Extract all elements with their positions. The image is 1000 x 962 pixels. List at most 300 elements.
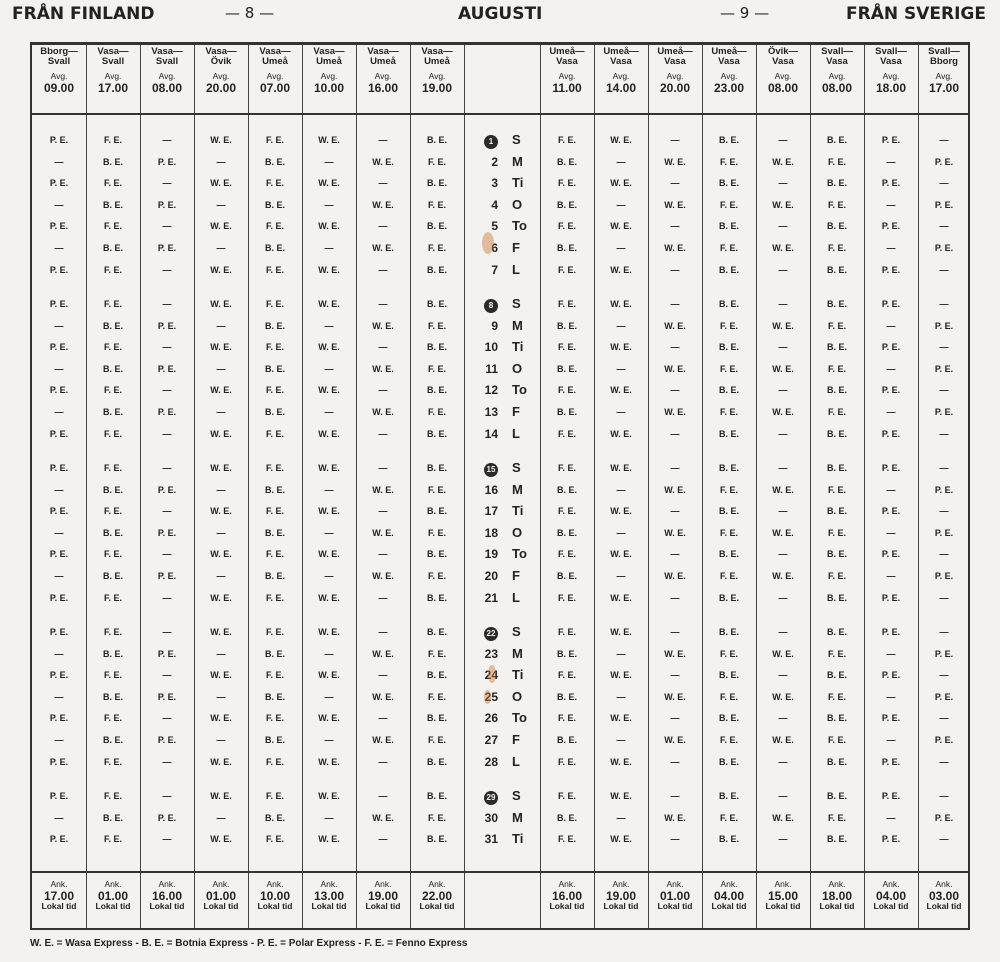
train-cell: F. E. [103, 385, 122, 396]
train-cell: B. E. [826, 627, 847, 637]
weekday-label: O [512, 360, 523, 376]
train-cell: P. E. [934, 691, 954, 702]
train-cell: F. E. [265, 713, 284, 724]
train-cell: B. E. [426, 428, 447, 439]
train-cell: B. E. [556, 648, 577, 659]
train-cell: — [886, 812, 896, 823]
train-cell: F. E. [103, 713, 122, 724]
train-cell: F. E. [827, 156, 846, 167]
train-cell: B. E. [718, 135, 739, 145]
departure-label: Avg. [774, 71, 792, 81]
arrival-time: 04.00 [875, 889, 907, 903]
train-cell: — [216, 484, 226, 495]
weekday-label: L [512, 589, 520, 605]
train-cell: — [378, 178, 388, 189]
day-number: 16 [484, 482, 498, 497]
train-cell: P. E. [881, 670, 901, 681]
train-cell: F. E. [557, 592, 576, 603]
train-cell: F. E. [265, 264, 284, 275]
train-cell: — [162, 713, 172, 724]
train-cell: P. E. [881, 592, 901, 603]
train-cell: B. E. [718, 713, 739, 724]
arrival-footer-left-2 [140, 879, 194, 911]
column-divider [464, 45, 465, 928]
route-name: Umeå— Vasa [603, 46, 639, 67]
train-cell: — [670, 592, 680, 603]
train-cell: F. E. [103, 627, 122, 637]
train-cell: P. E. [881, 221, 901, 232]
weekday-label: Ti [512, 339, 524, 355]
arrival-time: 15.00 [767, 889, 799, 903]
train-cell: B. E. [102, 648, 123, 659]
train-cell: — [216, 571, 226, 581]
header-divider [32, 113, 968, 115]
local-time-label: Lokal tid [819, 901, 855, 911]
train-cell: — [378, 264, 388, 275]
train-cell: P. E. [157, 648, 177, 659]
train-cell: P. E. [157, 199, 177, 210]
train-cell: W. E. [664, 648, 686, 659]
train-cell: B. E. [556, 735, 577, 745]
train-cell: — [778, 713, 788, 724]
weekday-label: Ti [512, 175, 524, 191]
route-name: Vasa— Umeå [259, 46, 291, 67]
departure-time: 10.00 [313, 81, 345, 95]
train-cell: P. E. [49, 670, 69, 681]
train-cell: F. E. [719, 527, 738, 538]
train-cell: B. E. [102, 735, 123, 745]
day-number: 31 [484, 832, 498, 847]
departure-label: Avg. [720, 71, 738, 81]
day-number: 28 [484, 754, 498, 769]
train-cell: W. E. [318, 299, 340, 309]
train-cell: — [162, 549, 172, 560]
train-cell: B. E. [264, 320, 285, 331]
day-number: 14 [484, 426, 498, 441]
train-cell: P. E. [157, 691, 177, 702]
train-cell: F. E. [103, 592, 122, 603]
train-cell: F. E. [719, 407, 738, 417]
train-cell: B. E. [426, 670, 447, 681]
train-cell: W. E. [610, 506, 632, 517]
arrival-time: 04.00 [713, 889, 745, 903]
local-time-label: Lokal tid [419, 901, 455, 911]
train-cell: B. E. [426, 221, 447, 232]
train-cell: W. E. [610, 135, 632, 145]
train-cell: W. E. [664, 735, 686, 745]
train-cell: — [378, 342, 388, 353]
train-cell: B. E. [718, 592, 739, 603]
month-title: AUGUSTI [458, 4, 543, 24]
title-from-sweden: FRÅN SVERIGE [846, 4, 987, 24]
day-number: 10 [484, 340, 498, 355]
train-cell: F. E. [103, 549, 122, 560]
weekday-label: M [512, 153, 523, 169]
train-cell: W. E. [210, 506, 232, 517]
train-cell: W. E. [772, 156, 794, 167]
departure-time: 09.00 [43, 81, 75, 95]
train-cell: F. E. [557, 506, 576, 517]
train-cell: — [54, 320, 64, 331]
train-cell: — [939, 221, 949, 232]
train-cell: P. E. [49, 791, 69, 801]
legend-sep: - [358, 938, 362, 949]
arrival-footer-right-1 [594, 879, 648, 911]
train-cell: F. E. [557, 428, 576, 439]
train-cell: — [939, 178, 949, 189]
train-cell: W. E. [610, 428, 632, 439]
train-cell: W. E. [772, 320, 794, 331]
train-cell: W. E. [664, 484, 686, 495]
train-cell: P. E. [157, 527, 177, 538]
sunday-circle-icon: 8 [484, 299, 498, 313]
train-cell: P. E. [49, 385, 69, 396]
train-cell: — [54, 812, 64, 823]
train-cell: F. E. [427, 571, 446, 581]
legend [30, 938, 467, 949]
day-number: 3 [491, 176, 498, 191]
legend-sep: - [250, 938, 255, 949]
train-cell: — [616, 156, 626, 167]
train-cell: F. E. [827, 527, 846, 538]
train-cell: F. E. [265, 385, 284, 396]
train-cell: — [939, 627, 949, 637]
train-cell: W. E. [318, 428, 340, 439]
train-cell: W. E. [610, 592, 632, 603]
train-cell: F. E. [719, 571, 738, 581]
train-cell: F. E. [265, 506, 284, 517]
train-cell: P. E. [881, 428, 901, 439]
train-cell: P. E. [157, 363, 177, 374]
weekday-label: To [512, 218, 527, 234]
departure-label: Avg. [266, 71, 284, 81]
train-cell: B. E. [718, 221, 739, 232]
train-cell: F. E. [265, 627, 284, 637]
legend-wasa: W. E. = Wasa Express [30, 938, 133, 949]
train-cell: F. E. [827, 812, 846, 823]
train-cell: P. E. [157, 484, 177, 495]
train-cell: B. E. [426, 463, 447, 473]
train-cell: — [778, 264, 788, 275]
train-cell: B. E. [826, 463, 847, 473]
train-cell: P. E. [157, 812, 177, 823]
train-cell: B. E. [426, 627, 447, 637]
route-name: Umeå— Vasa [657, 46, 693, 67]
arrival-label: Ank. [374, 879, 392, 889]
weekday-label: Ti [512, 667, 524, 683]
train-cell: P. E. [49, 834, 69, 845]
sunday-circle-icon: 1 [484, 135, 498, 149]
route-header-right-4 [756, 47, 810, 93]
train-cell: W. E. [318, 791, 340, 801]
train-cell: F. E. [557, 342, 576, 353]
train-cell: — [378, 221, 388, 232]
train-cell: — [378, 756, 388, 767]
day-number [472, 132, 498, 148]
train-cell: — [216, 363, 226, 374]
train-cell: W. E. [318, 506, 340, 517]
train-cell: — [886, 648, 896, 659]
train-cell: B. E. [264, 812, 285, 823]
departure-label: Avg. [158, 71, 176, 81]
train-cell: — [324, 156, 334, 167]
weekday-label: L [512, 261, 520, 277]
train-cell: B. E. [826, 135, 847, 145]
train-cell: W. E. [772, 484, 794, 495]
train-cell: W. E. [210, 342, 232, 353]
train-cell: B. E. [264, 527, 285, 538]
train-cell: P. E. [157, 243, 177, 253]
train-cell: — [886, 484, 896, 495]
train-cell: P. E. [157, 320, 177, 331]
train-cell: B. E. [102, 407, 123, 417]
train-cell: W. E. [772, 407, 794, 417]
train-cell: P. E. [934, 484, 954, 495]
train-cell: F. E. [827, 243, 846, 253]
departure-label: Avg. [212, 71, 230, 81]
train-cell: — [324, 527, 334, 538]
train-cell: W. E. [664, 812, 686, 823]
train-cell: — [778, 342, 788, 353]
train-cell: B. E. [426, 549, 447, 560]
train-cell: F. E. [557, 178, 576, 189]
route-header-right-5 [810, 47, 864, 93]
train-cell: W. E. [610, 299, 632, 309]
train-cell: P. E. [881, 178, 901, 189]
train-cell: F. E. [827, 363, 846, 374]
train-cell: F. E. [427, 363, 446, 374]
legend-polar: P. E. = Polar Express [256, 938, 356, 949]
arrival-label: Ank. [558, 879, 576, 889]
arrival-time: 16.00 [551, 889, 583, 903]
train-cell: — [778, 506, 788, 517]
train-cell: F. E. [719, 812, 738, 823]
train-cell: W. E. [318, 178, 340, 189]
train-cell: W. E. [610, 713, 632, 724]
train-cell: W. E. [210, 299, 232, 309]
route-name: Vasa— Övik [205, 46, 237, 67]
train-cell: — [616, 527, 626, 538]
train-cell: — [324, 243, 334, 253]
weekday-label: S [512, 460, 521, 475]
arrival-label: Ank. [882, 879, 900, 889]
train-cell: F. E. [265, 549, 284, 560]
train-cell: — [670, 299, 680, 309]
train-cell: B. E. [718, 342, 739, 353]
train-cell: — [670, 670, 680, 681]
departure-time: 20.00 [205, 81, 237, 95]
train-cell: — [778, 463, 788, 473]
train-cell: — [670, 549, 680, 560]
departure-label: Avg. [612, 71, 630, 81]
train-cell: — [886, 156, 896, 167]
train-cell: W. E. [318, 264, 340, 275]
train-cell: — [939, 428, 949, 439]
train-cell: — [670, 385, 680, 396]
train-cell: B. E. [102, 320, 123, 331]
train-cell: W. E. [210, 756, 232, 767]
train-cell: — [162, 834, 172, 845]
arrival-footer-right-3 [702, 879, 756, 911]
weekday-label: To [512, 710, 527, 726]
weekday-label: L [512, 753, 520, 769]
train-cell: — [162, 506, 172, 517]
train-cell: P. E. [881, 713, 901, 724]
departure-label: Avg. [320, 71, 338, 81]
day-number [472, 296, 498, 312]
train-cell: — [378, 299, 388, 309]
train-cell: — [324, 735, 334, 745]
departure-time: 08.00 [151, 81, 183, 95]
train-cell: F. E. [557, 221, 576, 232]
day-number: 11 [485, 361, 498, 376]
train-cell: F. E. [557, 264, 576, 275]
train-cell: — [324, 320, 334, 331]
arrival-label: Ank. [212, 879, 230, 889]
route-name: Vasa— Svall [151, 46, 183, 67]
day-number: 25 [484, 689, 498, 704]
train-cell: — [54, 735, 64, 745]
train-cell: — [886, 735, 896, 745]
train-cell: F. E. [557, 549, 576, 560]
train-cell: — [324, 199, 334, 210]
arrival-label: Ank. [828, 879, 846, 889]
train-cell: — [670, 221, 680, 232]
route-name: Övik— Vasa [767, 46, 799, 67]
local-time-label: Lokal tid [311, 901, 347, 911]
departure-label: Avg. [882, 71, 900, 81]
train-cell: B. E. [102, 199, 123, 210]
departure-time: 17.00 [97, 81, 129, 95]
day-number: 20 [484, 569, 498, 583]
train-cell: — [162, 756, 172, 767]
weekday-label: F [512, 240, 520, 255]
train-cell: B. E. [556, 156, 577, 167]
train-cell: F. E. [719, 363, 738, 374]
train-cell: P. E. [881, 834, 901, 845]
weekday-label: S [512, 624, 521, 639]
arrival-time: 10.00 [259, 889, 291, 903]
day-number: 23 [484, 646, 498, 661]
weekday-label: M [512, 317, 523, 333]
train-cell: B. E. [718, 299, 739, 309]
train-cell: P. E. [49, 264, 69, 275]
departure-time: 18.00 [875, 81, 907, 95]
train-cell: F. E. [557, 713, 576, 724]
train-cell: — [778, 791, 788, 801]
train-cell: — [324, 484, 334, 495]
train-cell: W. E. [772, 691, 794, 702]
departure-label: Avg. [374, 71, 392, 81]
footer-divider [32, 871, 968, 873]
train-cell: P. E. [49, 592, 69, 603]
arrival-label: Ank. [104, 879, 122, 889]
train-cell: W. E. [610, 385, 632, 396]
train-cell: F. E. [719, 648, 738, 659]
train-cell: — [886, 320, 896, 331]
train-cell: — [778, 178, 788, 189]
train-cell: — [54, 363, 64, 374]
day-number [472, 788, 498, 804]
day-number: 9 [491, 318, 498, 333]
weekday-label: F [512, 404, 520, 419]
train-cell: — [378, 592, 388, 603]
train-cell: F. E. [103, 834, 122, 845]
train-cell: W. E. [610, 549, 632, 560]
train-cell: — [378, 463, 388, 473]
train-cell: W. E. [664, 407, 686, 417]
weekday-label: O [512, 196, 523, 212]
train-cell: P. E. [49, 299, 69, 309]
train-cell: — [216, 199, 226, 210]
arrival-time: 01.00 [659, 889, 691, 903]
departure-time: 14.00 [605, 81, 637, 95]
train-cell: — [616, 691, 626, 702]
train-cell: F. E. [427, 199, 446, 210]
route-name: Vasa— Umeå [421, 46, 453, 67]
train-cell: F. E. [827, 407, 846, 417]
arrival-label: Ank. [266, 879, 284, 889]
train-cell: B. E. [426, 791, 447, 801]
train-cell: F. E. [827, 735, 846, 745]
route-name: Vasa— Umeå [313, 46, 345, 67]
train-cell: B. E. [426, 299, 447, 309]
train-cell: B. E. [718, 791, 739, 801]
train-cell: W. E. [610, 342, 632, 353]
page-number-right: — 9 — [720, 4, 770, 22]
train-cell: — [616, 484, 626, 495]
train-cell: — [378, 135, 388, 145]
train-cell: — [670, 428, 680, 439]
train-cell: B. E. [718, 834, 739, 845]
day-number: 30 [484, 810, 498, 825]
train-cell: W. E. [772, 648, 794, 659]
train-cell: — [939, 791, 949, 801]
train-cell: W. E. [372, 156, 394, 167]
train-cell: — [162, 592, 172, 603]
train-cell: W. E. [664, 527, 686, 538]
stain [488, 665, 496, 683]
train-cell: W. E. [318, 549, 340, 560]
local-time-label: Lokal tid [149, 901, 185, 911]
train-cell: W. E. [318, 834, 340, 845]
train-cell: — [162, 135, 172, 145]
departure-time: 08.00 [821, 81, 853, 95]
train-cell: B. E. [556, 812, 577, 823]
train-cell: W. E. [664, 363, 686, 374]
train-cell: — [939, 713, 949, 724]
train-cell: — [778, 549, 788, 560]
departure-time: 19.00 [421, 81, 453, 95]
train-cell: W. E. [664, 156, 686, 167]
train-cell: W. E. [610, 178, 632, 189]
route-header-left-4 [248, 47, 302, 93]
train-cell: P. E. [881, 299, 901, 309]
local-time-label: Lokal tid [657, 901, 693, 911]
train-cell: B. E. [426, 506, 447, 517]
train-cell: — [939, 756, 949, 767]
route-name: Svall— Vasa [821, 46, 853, 67]
departure-time: 20.00 [659, 81, 691, 95]
train-cell: W. E. [210, 549, 232, 560]
train-cell: F. E. [719, 243, 738, 253]
train-cell: P. E. [49, 627, 69, 637]
train-cell: B. E. [556, 527, 577, 538]
train-cell: — [616, 648, 626, 659]
day-number: 5 [491, 219, 498, 234]
arrival-time: 16.00 [151, 889, 183, 903]
local-time-label: Lokal tid [365, 901, 401, 911]
